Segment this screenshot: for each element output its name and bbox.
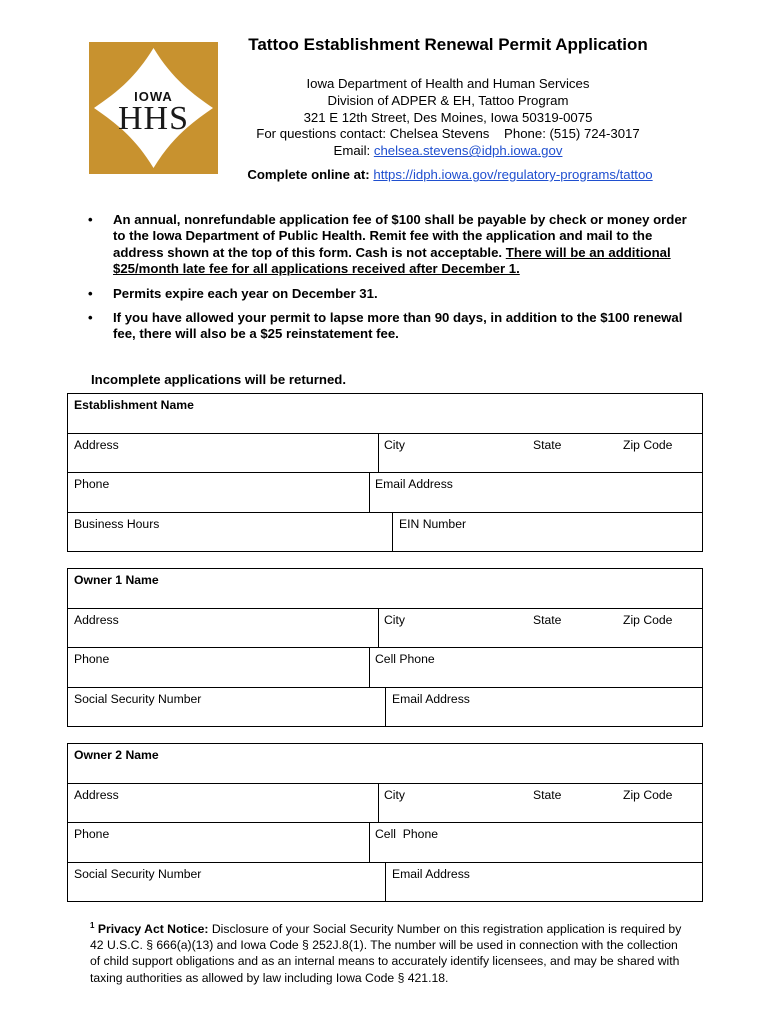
owner1-ssn-row [68,688,702,728]
zip-label: Zip Code [623,612,673,627]
online-line [200,167,700,182]
phone-label: Phone [74,652,110,666]
establishment-name-label: Establishment Name [74,398,194,412]
owner1-name-label: Owner 1 Name [74,573,159,587]
privacy-text: Disclosure of your Social Security Number on this registration application is required by 42 U.S.C. § 666(a)(13) and Iowa Code § 252J.8(1). The number will be used in connection with the collection of child support obligations and as an internal means to accurately identify licensees, and may be shared with taxing authorities as allowed by law including Iowa Code § 421.18. [90,922,682,985]
phone-label: Phone [74,827,110,841]
phone-label: Phone [74,477,110,491]
address-label: Address [74,612,119,627]
city-label: City [384,437,405,452]
owner1-address-row [68,609,702,649]
email-line [238,143,658,160]
page-title: Tattoo Establishment Renewal Permit Application [248,35,648,54]
cell-phone-label: Cell Phone [375,827,439,841]
divider [378,609,379,648]
divider [385,688,386,728]
divider [369,473,370,512]
instructions-list [88,212,688,351]
establishment-hours-row [68,513,702,553]
list-item: • Permits expire each year on December 31. [88,286,688,302]
contact-block [238,76,658,160]
address-label: Address [74,437,119,452]
incomplete-notice: Incomplete applications will be returned. [91,372,347,387]
footnote-marker: 1 [90,921,95,930]
owner2-phone-row [68,823,702,863]
state-label: State [533,437,562,452]
email-link[interactable]: chelsea.stevens@idph.iowa.gov [373,143,563,159]
online-link[interactable]: https://idph.iowa.gov/regulatory-programs/tattoo [373,167,653,182]
email-address-label: Email Address [375,477,453,491]
address-line: 321 E 12th Street, Des Moines, Iowa 50319-0075 [303,109,593,125]
divider [385,863,386,903]
address-label: Address [74,787,119,802]
ein-label: EIN Number [399,516,467,531]
ssn-label: Social Security Number [74,866,202,881]
cell-phone-label: Cell Phone [375,652,435,666]
business-hours-label: Business Hours [74,516,160,531]
ssn-label: Social Security Number [74,691,202,706]
state-label: State [533,612,562,627]
email-address-label: Email Address [392,866,470,881]
owner1-phone-row [68,648,702,688]
city-label: City [384,612,405,627]
establishment-name-field[interactable] [68,394,702,434]
owner2-name-label: Owner 2 Name [74,748,159,762]
iowa-hhs-logo [89,42,218,174]
late-fee-text: There will be an additional $25/month late fee for all applications received after December 1. [113,244,671,277]
list-item [88,212,688,278]
divider [392,513,393,553]
zip-label: Zip Code [623,787,673,802]
privacy-title: Privacy Act Notice: [97,922,209,937]
privacy-act-notice [90,918,690,986]
logo-agency-text: HHS [117,100,190,137]
logo-state-text: IOWA [134,89,173,104]
divider [369,823,370,862]
fee-text: An annual, nonrefundable application fee of $100 shall be payable by check or money order to the Iowa Department of Public Health. Remit fee with the application and mail to the address shown at the top of this form. Cash is not acceptable. [113,212,687,260]
divider [378,434,379,473]
state-label: State [533,787,562,802]
division-line: Division of ADPER & EH, Tattoo Program [327,92,569,108]
owner2-name-field[interactable] [68,744,702,784]
establishment-address-row [68,434,702,474]
agency-line: Iowa Department of Health and Human Services [306,76,590,91]
establishment-section [67,393,703,552]
divider [378,784,379,823]
owner2-ssn-row [68,863,702,903]
owner2-address-row [68,784,702,824]
online-label: Complete online at: [247,167,374,182]
city-label: City [384,787,405,802]
establishment-phone-row [68,473,702,513]
list-item: • If you have allowed your permit to lapse more than 90 days, in addition to the $100 renewal fee, there will also be a $25 reinstatement fee. [88,310,688,343]
contact-line: For questions contact: Chelsea Stevens Phone: (515) 724-3017 [256,126,640,142]
email-label: Email: [333,143,374,159]
divider [369,648,370,687]
owner1-section [67,568,703,727]
owner1-name-field[interactable] [68,569,702,609]
owner2-section [67,743,703,902]
zip-label: Zip Code [623,437,673,452]
email-address-label: Email Address [392,691,470,706]
